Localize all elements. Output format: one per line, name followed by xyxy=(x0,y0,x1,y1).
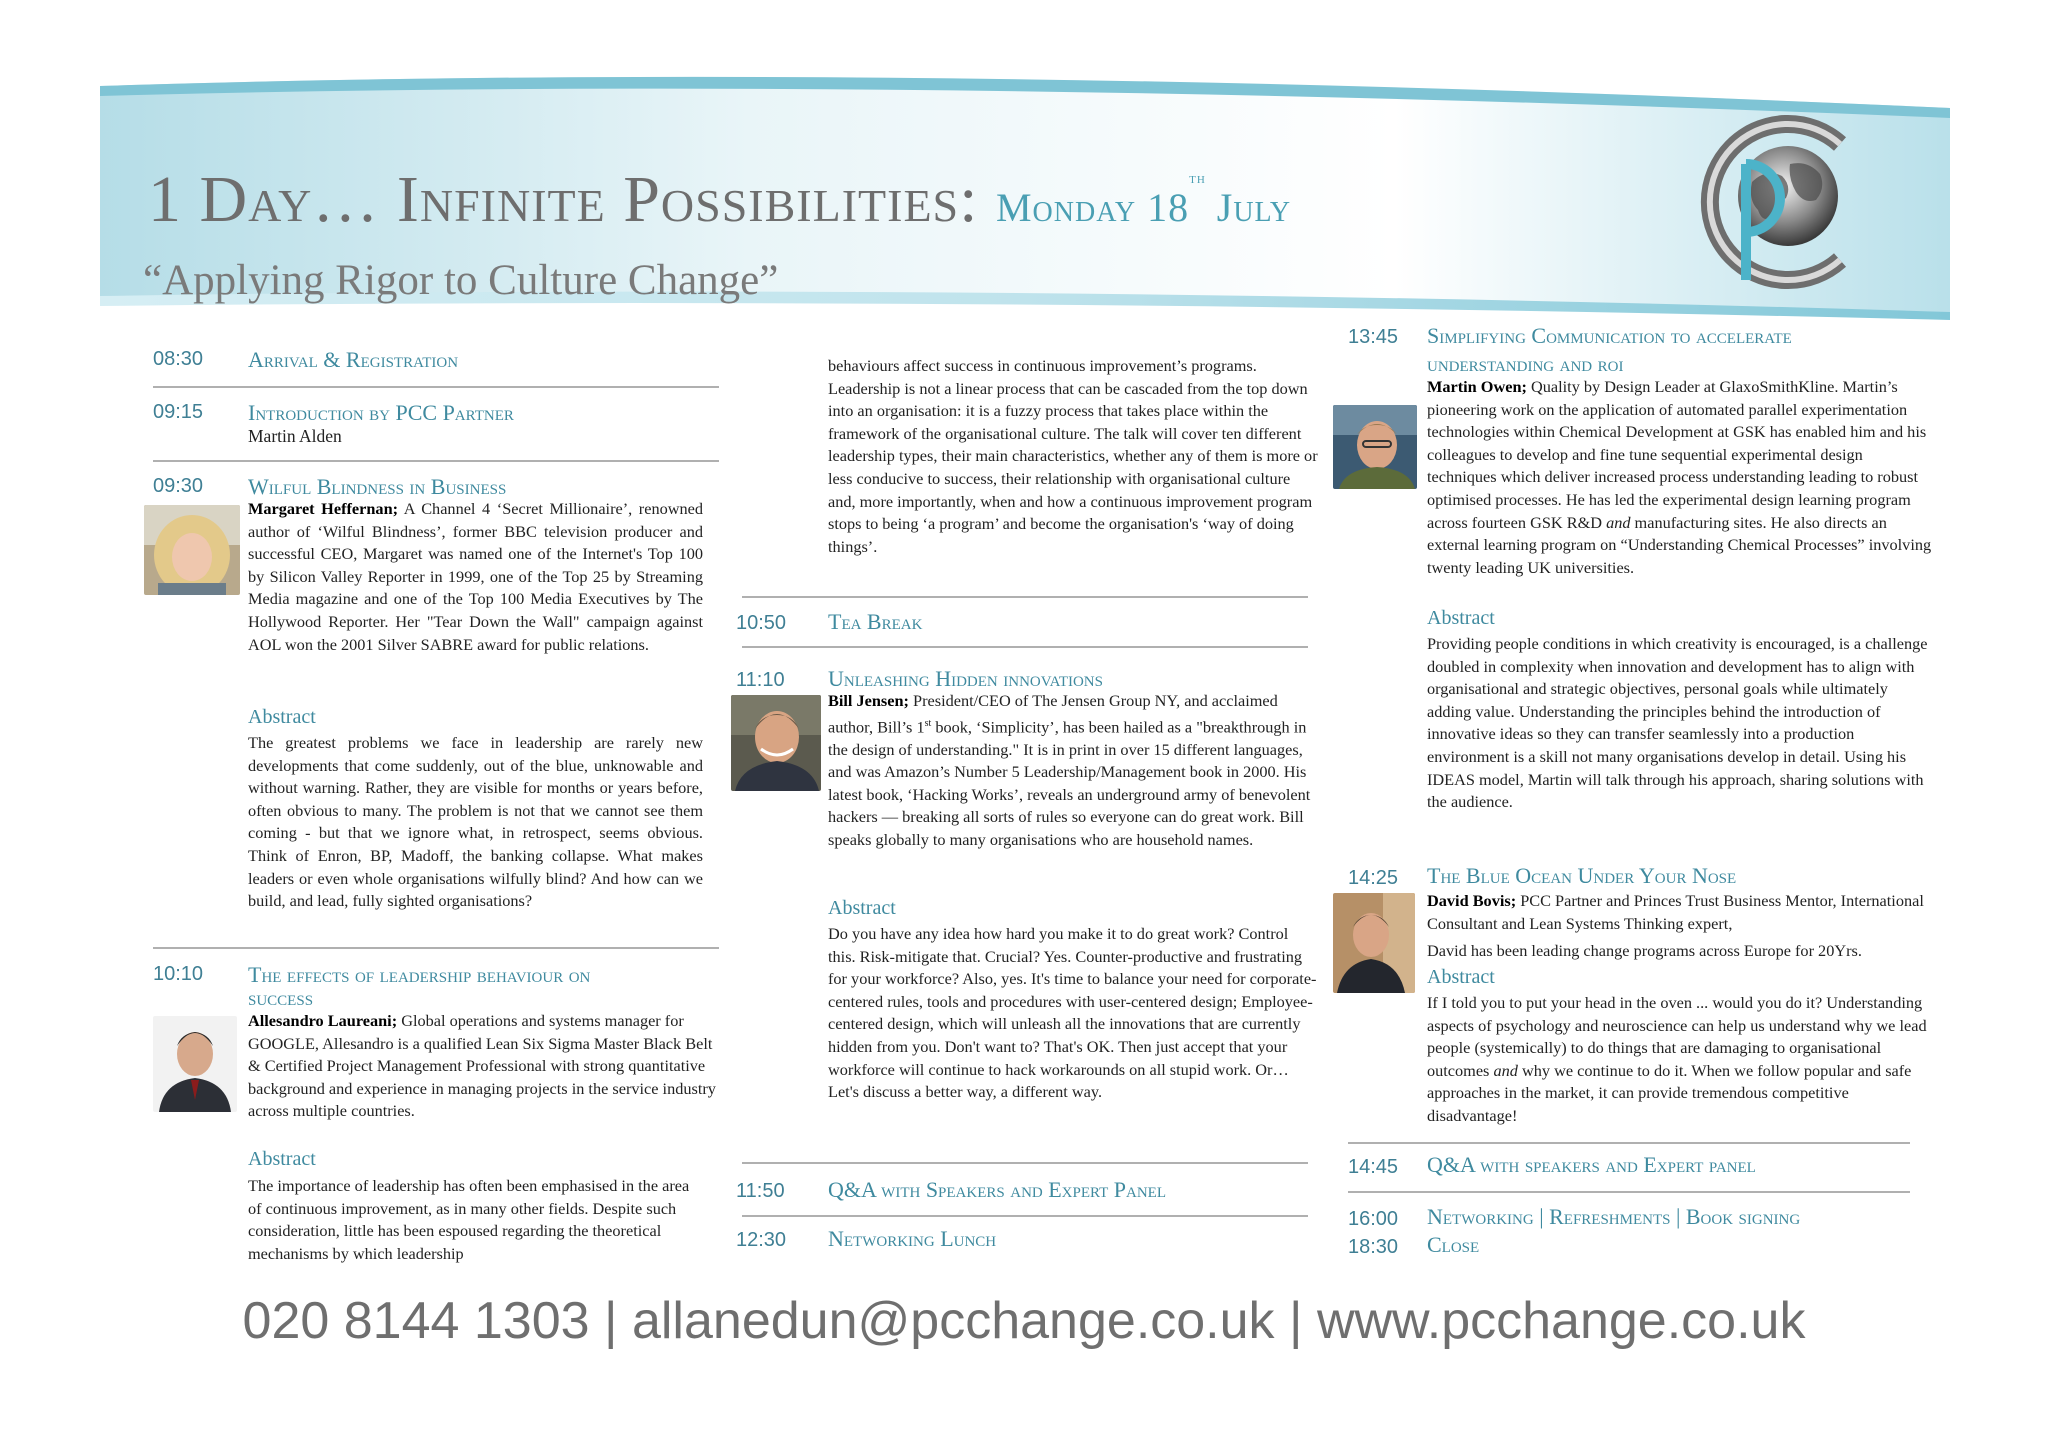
title-text: 1 Day… Infinite Possibilities: xyxy=(148,163,979,236)
session-time: 09:15 xyxy=(153,401,204,423)
session-title: The effects of leadership behaviour on success xyxy=(248,962,591,1010)
abstract-continuation: behaviours affect success in continuous improvement’s programs. Leadership is not a linear process that can be cascaded from the top down into an organisation: it is a fuzzy process that takes place within the framework of the organisational culture. The talk will cover ten different leadership types, their main characteristics, whether any of them is more or less conducive to success, their relationship with organisational culture and, more importantly, when and how a continuous improvement program stops to being ‘a program’ and become the organisation's ‘way of doing things’. xyxy=(828,356,1318,556)
speaker-name: Allesandro Laureani; xyxy=(248,1011,398,1030)
divider xyxy=(153,947,719,949)
abstract-text: The greatest problems we face in leadership are rarely new developments that come suddenly, out of the blue, unknowable and without warning. Rather, they are visible for months or years before, often obvious to many. The problem is not that we cannot see them coming - but that we ignore what, in retrospect, seems obvious. Think of Enron, BP, Madoff, the banking collapse. What makes leaders or even whole organisations wilfully blind? And how can we build, and lead, fully sighted organisations? xyxy=(248,733,703,911)
session-title: Networking Lunch xyxy=(828,1226,997,1251)
speaker-photo-bill-jensen xyxy=(731,695,821,791)
speaker-photo-martin-owen xyxy=(1333,405,1417,489)
session-time: 12:30 xyxy=(736,1229,787,1251)
speaker-name: Martin Alden xyxy=(248,426,342,446)
speaker-bio: Bill Jensen; President/CEO of The Jensen Group NY, and acclaimed author, Bill’s 1st book, ‘Simplicity’, has been hailed as a "breakthrough in the design of understanding." It is in print in over 15 different languages, and was Amazon’s Number 5 Leadership/Management book in 2000. His latest book, ‘Hacking Works’, reveals an underground army of benevolent hackers — breaking all sorts of rules so everyone can do great work. Bill speaks globally to many organisations who are household names. xyxy=(828,691,1311,849)
pcc-globe-logo-icon xyxy=(1690,104,1860,300)
divider xyxy=(153,460,719,462)
page-title xyxy=(148,162,1291,238)
session-time: 08:30 xyxy=(153,348,204,370)
speaker-name: David Bovis; xyxy=(1427,891,1517,910)
page-subtitle: “Applying Rigor to Culture Change” xyxy=(143,257,779,304)
divider xyxy=(742,1162,1308,1164)
abstract-heading: Abstract xyxy=(248,706,316,728)
session-time: 16:00 xyxy=(1348,1208,1399,1230)
speaker-name: Bill Jensen; xyxy=(828,691,909,710)
speaker-photo-allesandro-laureani xyxy=(153,1016,237,1112)
session-time: 11:50 xyxy=(736,1180,785,1202)
speaker-name: Martin Owen; xyxy=(1427,377,1527,396)
session-time: 11:10 xyxy=(736,669,785,691)
session-title: Unleashing Hidden innovations xyxy=(828,666,1103,691)
session-time: 10:10 xyxy=(153,963,204,985)
speaker-bio: Allesandro Laureani; Global operations and systems manager for GOOGLE, Allesandro is a qualified Lean Six Sigma Master Black Belt & Certified Project Management Professional with strong quantitative background and experience in managing projects in the service industry across multiple countries. xyxy=(248,1011,716,1121)
session-time: 10:50 xyxy=(736,612,787,634)
session-time: 13:45 xyxy=(1348,326,1399,348)
session-title: Close xyxy=(1427,1232,1480,1257)
session-title: Arrival & Registration xyxy=(248,347,459,372)
divider xyxy=(742,596,1308,598)
speaker-photo-margaret-heffernan xyxy=(144,505,240,595)
abstract-heading: Abstract xyxy=(248,1148,316,1170)
abstract-heading: Abstract xyxy=(1427,966,1495,988)
event-date: Monday 18th July xyxy=(995,170,1292,230)
session-title: Q&A with Speakers and Expert Panel xyxy=(828,1177,1167,1202)
abstract-text: If I told you to put your head in the oven ... would you do it? Understanding aspects of psychology and neuroscience can help us understand why we lead people (systemically) to do things that are damaging to organisational outcomes and why we continue to do it. When we follow popular and safe approaches in the market, it can provide tremendous competitive disadvantage! xyxy=(1427,993,1927,1125)
session-time: 09:30 xyxy=(153,475,204,497)
session-title: Simplifying Communication to accelerate understanding and roi xyxy=(1427,323,1792,376)
session-title: The Blue Ocean Under Your Nose xyxy=(1427,863,1737,888)
session-time: 18:30 xyxy=(1348,1236,1399,1258)
abstract-heading: Abstract xyxy=(828,897,896,919)
abstract-text: Providing people conditions in which creativity is encouraged, is a challenge doubled in complexity when innovation and development has to align with organisational and strategic objectives, personal goals while ultimately adding value. Understanding the principles behind the introduction of innovative ideas so they can transfer seamlessly into a production environment is a skill not many organisations develop in detail. Using his IDEAS model, Martin will talk through his approach, sharing solutions with the audience. xyxy=(1427,634,1928,812)
contact-footer: 020 8144 1303 | allanedun@pcchange.co.uk | www.pcchange.co.uk xyxy=(242,1292,1806,1350)
session-title: Introduction by PCC Partner xyxy=(248,400,514,425)
divider xyxy=(153,386,719,388)
session-time: 14:25 xyxy=(1348,867,1399,889)
speaker-name: Margaret Heffernan; xyxy=(248,499,399,518)
session-title: Wilful Blindness in Business xyxy=(248,474,507,499)
speaker-bio: Martin Owen; Quality by Design Leader at GlaxoSmithKline. Martin’s pioneering work on the application of automated parallel experimentation technologies within Chemical Development at GSK has enabled him and his colleagues to develop and fine tune sequential experimental design techniques which deliver increased process understanding leading to robust optimised processes. He has led the experimental design learning program across fourteen GSK R&D and manufacturing sites. He also directs an external learning program on “Understanding Chemical Processes” involving twenty leading UK universities. xyxy=(1427,377,1932,577)
abstract-text: The importance of leadership has often been emphasised in the area of continuous improvement, as in many other fields. Despite such consideration, little has been espoused regarding the theoretical mechanisms by which leadership xyxy=(248,1176,690,1263)
abstract-heading: Abstract xyxy=(1427,607,1495,629)
session-title: Tea Break xyxy=(828,609,923,634)
divider xyxy=(742,646,1308,648)
speaker-photo-david-bovis xyxy=(1333,893,1415,993)
speaker-bio-line2: David has been leading change programs across Europe for 20Yrs. xyxy=(1427,941,1862,960)
divider xyxy=(1348,1142,1910,1144)
session-title: Networking | Refreshments | Book signing xyxy=(1427,1204,1801,1229)
divider xyxy=(1348,1191,1910,1193)
abstract-text: Do you have any idea how hard you make it to do great work? Control this. Risk-mitigate that. Crucial? Yes. Counter-productive and frustrating for your workforce? Also, yes. It's time to balance your need for corporate-centered rules, tools and procedures with user-centered design; Employee-centered design, which will unleash all the innovations that are currently hidden from you. Don't want to? That's OK. Then just accept that your workforce will continue to hack workarounds on all stupid work. Or… Let's discuss a better way, a different way. xyxy=(828,924,1317,1102)
session-time: 14:45 xyxy=(1348,1156,1399,1178)
session-title: Q&A with speakers and Expert panel xyxy=(1427,1152,1756,1177)
speaker-bio: David Bovis; PCC Partner and Princes Trust Business Mentor, International Consultant and Lean Systems Thinking expert, xyxy=(1427,891,1924,933)
speaker-bio: Margaret Heffernan; A Channel 4 ‘Secret Millionaire’, renowned author of ‘Wilful Blindness’, former BBC television producer and successful CEO, Margaret was named one of the Internet's Top 100 by Silicon Valley Reporter in 1999, one of the Top 25 by Streaming Media magazine and one of the Top 100 Media Executives by The Hollywood Reporter. Her "Tear Down the Wall" campaign against AOL won the 2001 Silver SABRE award for public relations. xyxy=(248,499,703,654)
divider xyxy=(742,1215,1308,1217)
